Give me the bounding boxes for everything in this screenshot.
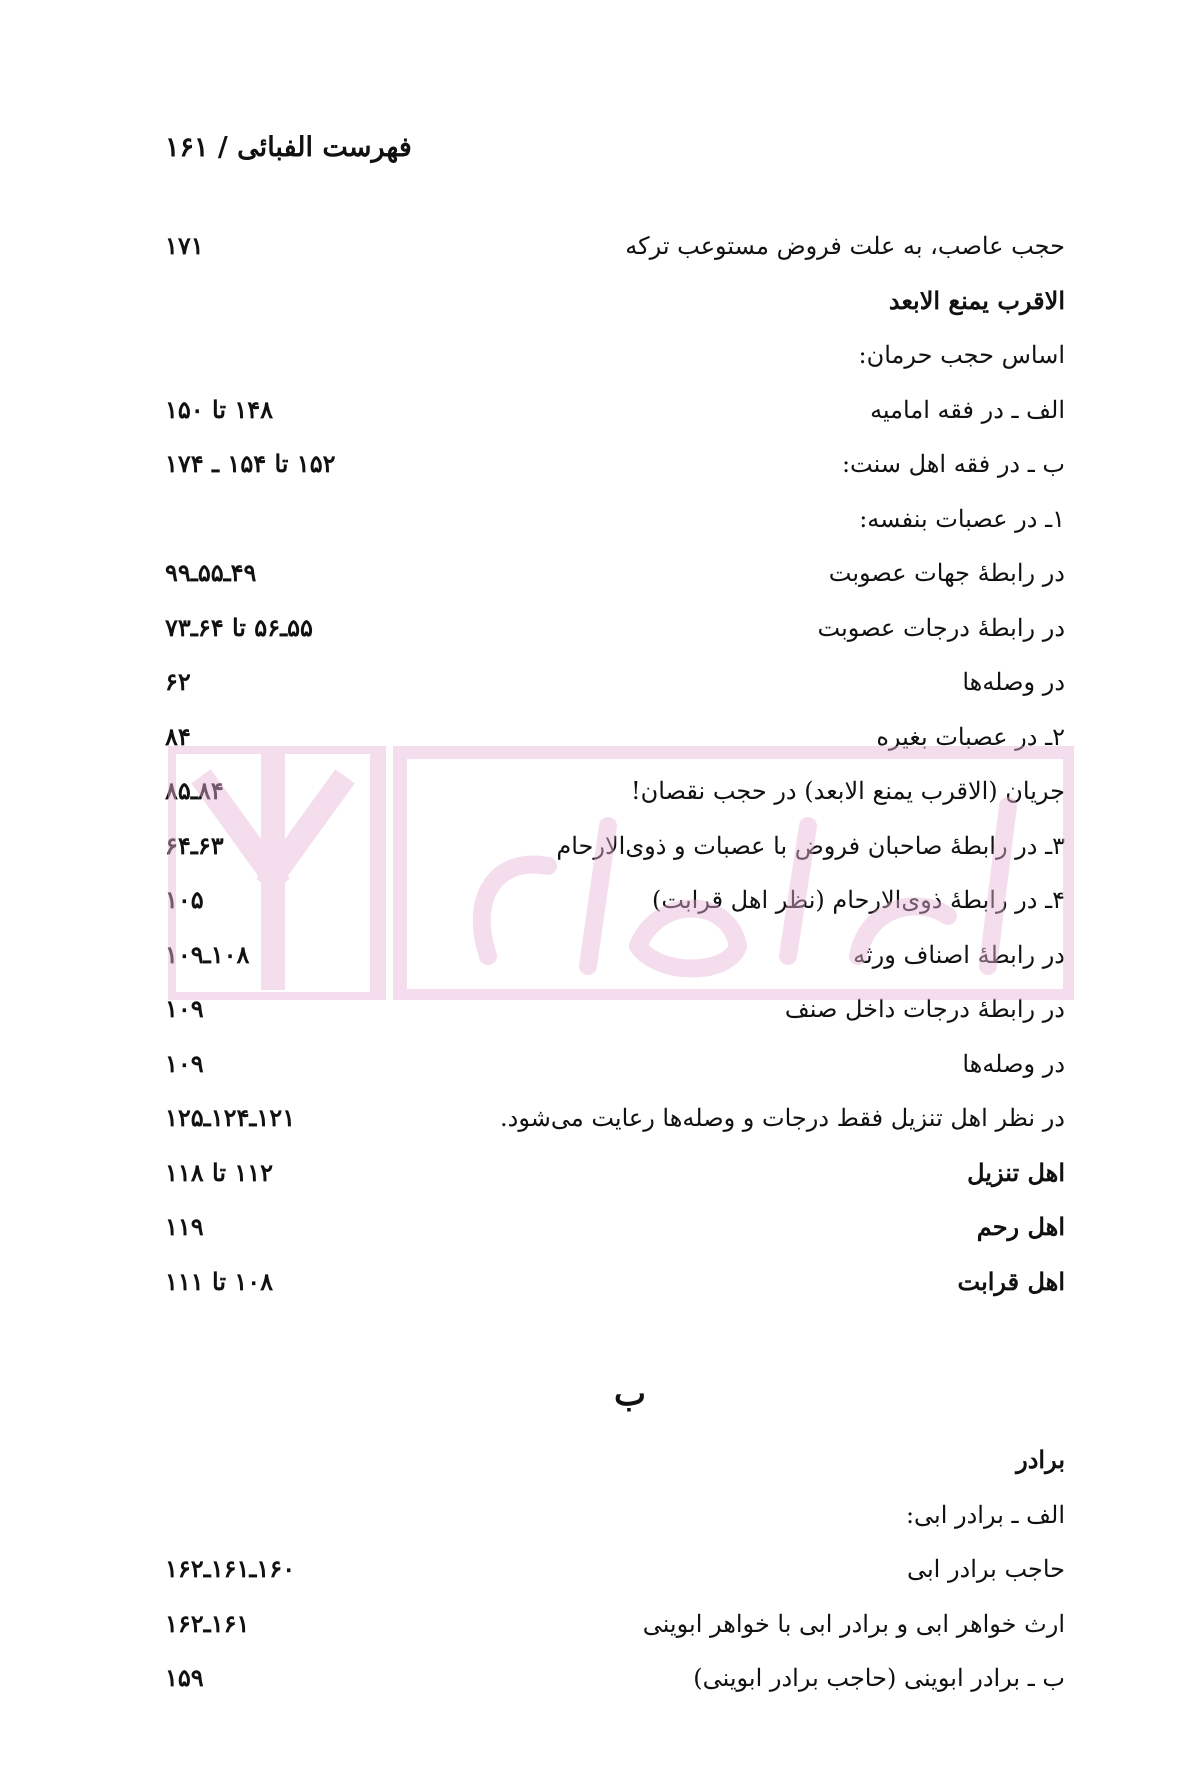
index-entry: [165, 1658, 1065, 1713]
entry-page-numbers: ۱۵۹: [165, 1663, 204, 1692]
index-entry: [165, 1044, 1065, 1099]
index-entry: [165, 499, 1065, 554]
index-entry: [165, 1262, 1065, 1317]
index-entry: [165, 281, 1065, 336]
entry-page-numbers: ۱۱۲ تا ۱۱۸: [165, 1157, 274, 1187]
index-entry: [165, 935, 1065, 990]
entry-page-numbers: ۶۳ـ۶۴: [165, 830, 224, 860]
entry-label: ۴ـ در رابطهٔ ذوی‌الارحام (نظر اهل قرابت): [652, 886, 1065, 914]
entry-page-numbers: ۱۱۹: [165, 1212, 204, 1241]
running-head: فهرست الفبائی / ۱۶۱: [165, 132, 412, 163]
index-entry: [165, 717, 1065, 772]
index-entry: [165, 1098, 1065, 1153]
entry-page-numbers: ۱۰۹: [165, 1048, 204, 1078]
entry-page-numbers: ۱۷۱: [165, 231, 204, 260]
entry-label: اهل تنزیل: [967, 1157, 1065, 1187]
entry-page-numbers: ۴۹ـ۵۵ـ۹۹: [165, 558, 257, 587]
index-block-alef: [165, 226, 1065, 1316]
index-entry: [165, 662, 1065, 717]
entry-page-numbers: ۱۶۱ـ۱۶۲: [165, 1608, 250, 1638]
entry-label: حجب عاصب، به علت فروض مستوعب ترکه: [625, 232, 1065, 260]
index-entry: [165, 1153, 1065, 1208]
entry-page-numbers: ۱۶۰ـ۱۶۱ـ۱۶۲: [165, 1554, 296, 1583]
entry-page-numbers: ۱۲۱ـ۱۲۴ـ۱۲۵: [165, 1103, 296, 1132]
entry-label: جریان (الاقرب یمنع الابعد) در حجب نقصان!: [630, 777, 1065, 805]
entry-label: الف ـ برادر ابی:: [905, 1500, 1065, 1529]
index-entry: [165, 1207, 1065, 1262]
section-letter: ب: [613, 1374, 646, 1414]
entry-label: اساس حجب حرمان:: [858, 341, 1065, 369]
entry-label: ب ـ در فقه اهل سنت:: [841, 450, 1065, 478]
index-entry: [165, 880, 1065, 935]
index-entry: [165, 1495, 1065, 1550]
entry-label: برادر: [1016, 1445, 1065, 1474]
entry-label: ارث خواهر ابی و برادر ابی با خواهر ابوینی: [642, 1609, 1065, 1638]
entry-page-numbers: ۸۴ـ۸۵: [165, 776, 224, 805]
entry-label: اهل رحم: [976, 1212, 1065, 1241]
entry-page-numbers: ۱۰۸ـ۱۰۹: [165, 939, 250, 969]
index-entry: [165, 1549, 1065, 1604]
entry-label: در رابطهٔ جهات عصوبت: [828, 559, 1065, 587]
entry-label: ۱ـ در عصبات بنفسه:: [859, 504, 1065, 533]
index-entry: [165, 1604, 1065, 1659]
index-entry: [165, 390, 1065, 445]
entry-page-numbers: ۵۵ـ۵۶ تا ۶۴ـ۷۳: [165, 612, 313, 642]
index-entry: [165, 826, 1065, 881]
entry-page-numbers: ۱۵۲ تا ۱۵۴ ـ ۱۷۴: [165, 449, 336, 478]
index-block-be: [165, 1440, 1065, 1713]
entry-label: الاقرب یمنع الابعد: [888, 285, 1065, 315]
entry-page-numbers: ۱۴۸ تا ۱۵۰: [165, 394, 274, 424]
entry-label: در رابطهٔ درجات عصوبت: [817, 613, 1065, 642]
entry-label: ب ـ برادر ابوینی (حاجب برادر ابوینی): [693, 1664, 1065, 1692]
entry-label: در رابطهٔ اصناف ورثه: [853, 940, 1065, 969]
entry-label: حاجب برادر ابی: [906, 1555, 1065, 1583]
index-entry: [165, 1440, 1065, 1495]
entry-label: در نظر اهل تنزیل فقط درجات و وصله‌ها رعایت می‌شود.: [500, 1104, 1065, 1132]
entry-label: ۲ـ در عصبات بغیره: [876, 722, 1065, 751]
index-entry: [165, 553, 1065, 608]
index-entry: [165, 608, 1065, 663]
entry-page-numbers: ۱۰۵: [165, 885, 204, 914]
index-entry: [165, 444, 1065, 499]
entry-page-numbers: ۱۰۹: [165, 994, 204, 1023]
index-entry: [165, 226, 1065, 281]
entry-label: در وصله‌ها: [962, 668, 1065, 696]
entry-label: در رابطهٔ درجات داخل صنف: [784, 995, 1065, 1023]
index-entry: [165, 335, 1065, 390]
entry-page-numbers: ۶۲: [165, 667, 191, 696]
entry-label: ۳ـ در رابطهٔ صاحبان فروض با عصبات و ذوی‌الارحام: [556, 831, 1065, 860]
entry-label: اهل قرابت: [957, 1266, 1065, 1296]
index-entry: [165, 771, 1065, 826]
entry-page-numbers: ۸۴: [165, 721, 191, 751]
index-entry: [165, 989, 1065, 1044]
entry-label: الف ـ در فقه امامیه: [870, 395, 1065, 424]
entry-label: در وصله‌ها: [962, 1049, 1065, 1078]
entry-page-numbers: ۱۰۸ تا ۱۱۱: [165, 1266, 274, 1296]
